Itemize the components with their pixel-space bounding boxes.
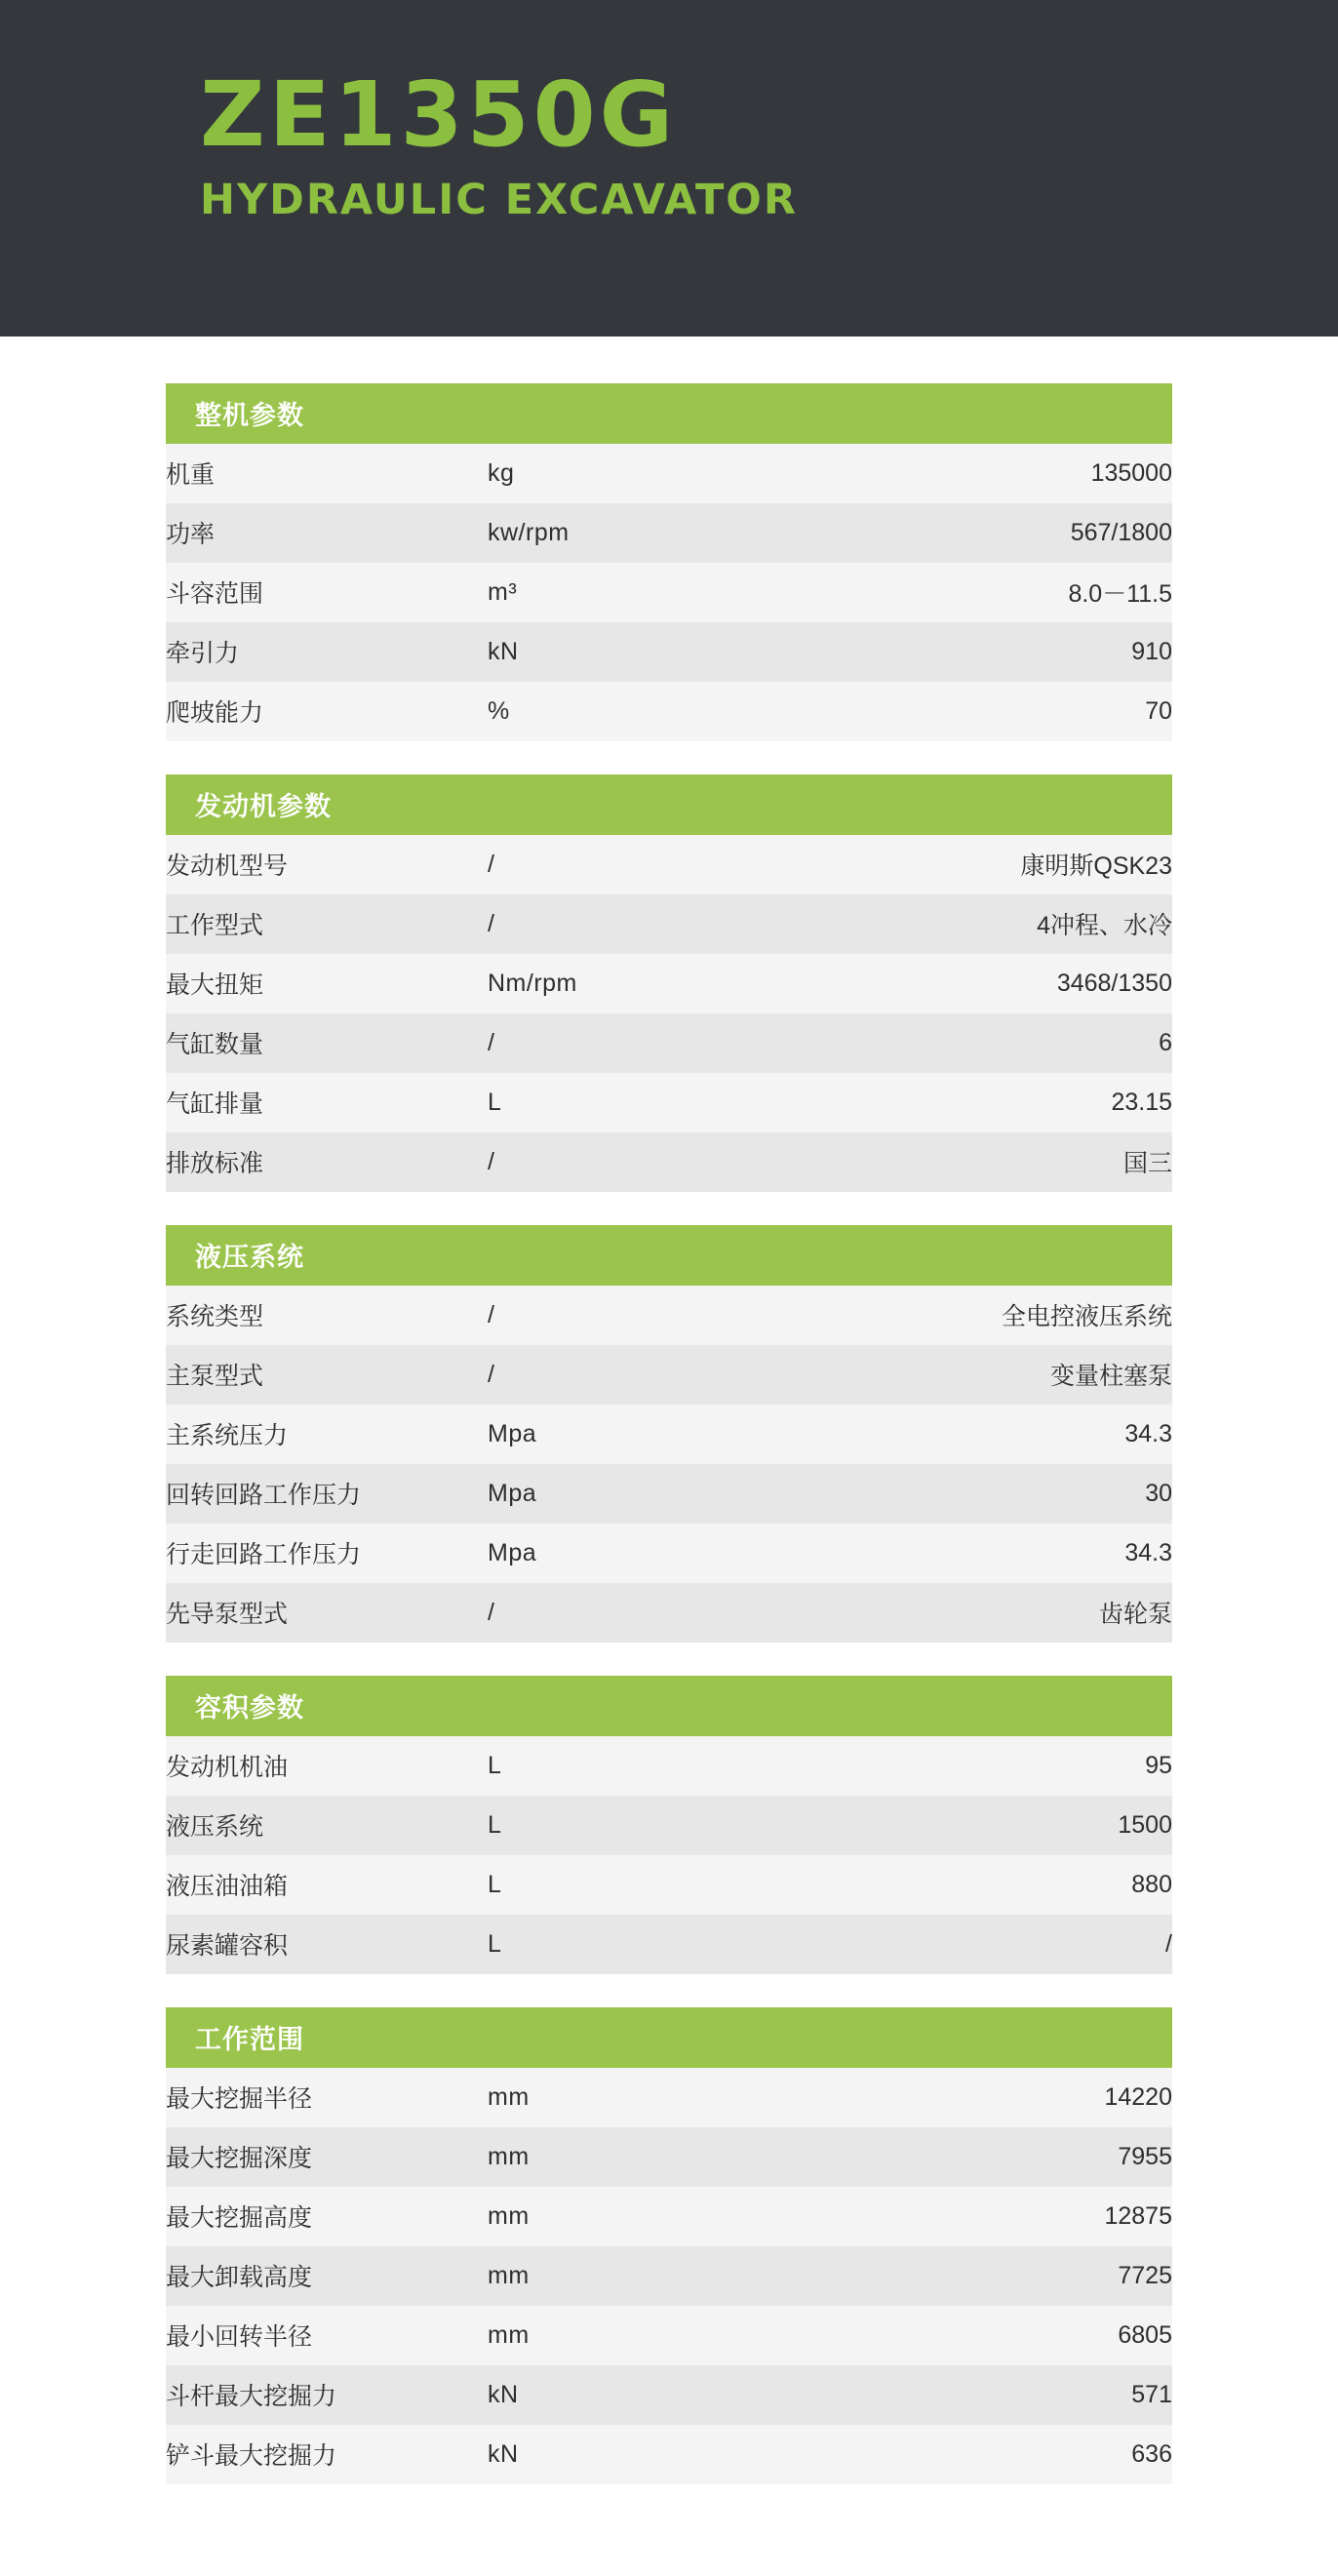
spec-label: 机重 <box>166 444 488 503</box>
table-row <box>166 954 1172 1013</box>
spec-unit: / <box>488 1345 809 1405</box>
spec-label: 最小回转半径 <box>166 2306 488 2365</box>
spec-unit: % <box>488 682 809 741</box>
spec-unit: Nm/rpm <box>488 954 809 1013</box>
spec-label: 气缸数量 <box>166 1013 488 1073</box>
spec-value: 636 <box>809 2425 1172 2484</box>
spec-value: 全电控液压系统 <box>809 1286 1172 1345</box>
spec-unit: / <box>488 1013 809 1073</box>
spec-label: 尿素罐容积 <box>166 1915 488 1974</box>
spec-value: 12875 <box>809 2187 1172 2246</box>
spec-unit: L <box>488 1073 809 1132</box>
section-title: 容积参数 <box>166 1676 1172 1736</box>
spec-unit: kw/rpm <box>488 503 809 563</box>
spec-label: 斗杆最大挖掘力 <box>166 2365 488 2425</box>
spec-unit: L <box>488 1915 809 1974</box>
table-row <box>166 2187 1172 2246</box>
model-name: ZE1350G <box>200 62 678 167</box>
section-title: 工作范围 <box>166 2007 1172 2068</box>
spec-label: 功率 <box>166 503 488 563</box>
table-row <box>166 444 1172 503</box>
spec-unit: kN <box>488 2365 809 2425</box>
spec-section <box>166 1225 1172 1643</box>
spec-unit: mm <box>488 2127 809 2187</box>
spec-unit: / <box>488 1132 809 1192</box>
table-row <box>166 2068 1172 2127</box>
spec-label: 最大挖掘深度 <box>166 2127 488 2187</box>
spec-table <box>166 1736 1172 1974</box>
table-row <box>166 1736 1172 1796</box>
spec-label: 先导泵型式 <box>166 1583 488 1643</box>
table-row <box>166 2306 1172 2365</box>
spec-value: 880 <box>809 1855 1172 1915</box>
spec-value: 14220 <box>809 2068 1172 2127</box>
spec-value: 70 <box>809 682 1172 741</box>
spec-value: 34.3 <box>809 1524 1172 1583</box>
table-row <box>166 1915 1172 1974</box>
spec-value: 571 <box>809 2365 1172 2425</box>
spec-unit: kN <box>488 622 809 682</box>
spec-label: 发动机机油 <box>166 1736 488 1796</box>
table-row <box>166 1073 1172 1132</box>
spec-value: 3468/1350 <box>809 954 1172 1013</box>
table-row <box>166 1132 1172 1192</box>
spec-unit: kg <box>488 444 809 503</box>
spec-label: 斗容范围 <box>166 563 488 622</box>
spec-value: 23.15 <box>809 1073 1172 1132</box>
spec-section <box>166 2007 1172 2484</box>
table-row <box>166 563 1172 622</box>
section-title: 整机参数 <box>166 383 1172 444</box>
spec-label: 牵引力 <box>166 622 488 682</box>
spec-value: 910 <box>809 622 1172 682</box>
spec-value: 7725 <box>809 2246 1172 2306</box>
spec-unit: mm <box>488 2187 809 2246</box>
spec-unit: / <box>488 1286 809 1345</box>
spec-unit: Mpa <box>488 1524 809 1583</box>
table-row <box>166 1405 1172 1464</box>
spec-label: 主泵型式 <box>166 1345 488 1405</box>
spec-value: 变量柱塞泵 <box>809 1345 1172 1405</box>
spec-unit: mm <box>488 2068 809 2127</box>
spec-table <box>166 2068 1172 2484</box>
spec-table <box>166 1286 1172 1643</box>
spec-value: 6 <box>809 1013 1172 1073</box>
spec-unit: L <box>488 1796 809 1855</box>
spec-value: 8.0－11.5 <box>809 563 1172 622</box>
spec-unit: / <box>488 894 809 954</box>
spec-unit: mm <box>488 2246 809 2306</box>
spec-unit: kN <box>488 2425 809 2484</box>
spec-unit: L <box>488 1855 809 1915</box>
spec-value: 135000 <box>809 444 1172 503</box>
spec-value: 康明斯QSK23 <box>809 835 1172 894</box>
spec-label: 最大挖掘高度 <box>166 2187 488 2246</box>
spec-unit: Mpa <box>488 1464 809 1524</box>
table-row <box>166 2246 1172 2306</box>
spec-unit: L <box>488 1736 809 1796</box>
table-row <box>166 1855 1172 1915</box>
spec-value: 4冲程、水冷 <box>809 894 1172 954</box>
spec-label: 主系统压力 <box>166 1405 488 1464</box>
section-title: 发动机参数 <box>166 774 1172 835</box>
spec-table <box>166 835 1172 1192</box>
spec-label: 行走回路工作压力 <box>166 1524 488 1583</box>
table-row <box>166 622 1172 682</box>
spec-value: / <box>809 1915 1172 1974</box>
spec-section <box>166 774 1172 1192</box>
table-row <box>166 1796 1172 1855</box>
spec-label: 液压系统 <box>166 1796 488 1855</box>
spec-label: 爬坡能力 <box>166 682 488 741</box>
table-row <box>166 1524 1172 1583</box>
table-row <box>166 1345 1172 1405</box>
spec-unit: / <box>488 835 809 894</box>
spec-value: 6805 <box>809 2306 1172 2365</box>
spec-label: 排放标准 <box>166 1132 488 1192</box>
table-row <box>166 894 1172 954</box>
spec-value: 34.3 <box>809 1405 1172 1464</box>
spec-value: 齿轮泵 <box>809 1583 1172 1643</box>
page-header <box>0 0 1338 337</box>
spec-label: 发动机型号 <box>166 835 488 894</box>
spec-label: 最大扭矩 <box>166 954 488 1013</box>
spec-unit: / <box>488 1583 809 1643</box>
machine-type-label: HYDRAULIC EXCAVATOR <box>200 176 798 224</box>
spec-value: 1500 <box>809 1796 1172 1855</box>
table-row <box>166 503 1172 563</box>
table-row <box>166 2127 1172 2187</box>
spec-label: 回转回路工作压力 <box>166 1464 488 1524</box>
table-row <box>166 835 1172 894</box>
table-row <box>166 1464 1172 1524</box>
spec-label: 工作型式 <box>166 894 488 954</box>
table-row <box>166 682 1172 741</box>
spec-section <box>166 383 1172 741</box>
spec-value: 国三 <box>809 1132 1172 1192</box>
spec-label: 系统类型 <box>166 1286 488 1345</box>
spec-label: 最大挖掘半径 <box>166 2068 488 2127</box>
table-row <box>166 1013 1172 1073</box>
spec-unit: mm <box>488 2306 809 2365</box>
spec-unit: m³ <box>488 563 809 622</box>
spec-section <box>166 1676 1172 1974</box>
spec-label: 铲斗最大挖掘力 <box>166 2425 488 2484</box>
spec-value: 30 <box>809 1464 1172 1524</box>
section-title: 液压系统 <box>166 1225 1172 1286</box>
spec-label: 最大卸载高度 <box>166 2246 488 2306</box>
table-row <box>166 2425 1172 2484</box>
table-row <box>166 2365 1172 2425</box>
table-row <box>166 1286 1172 1345</box>
spec-table <box>166 444 1172 741</box>
spec-value: 95 <box>809 1736 1172 1796</box>
spec-unit: Mpa <box>488 1405 809 1464</box>
spec-value: 567/1800 <box>809 503 1172 563</box>
spec-sections <box>0 337 1338 2576</box>
spec-label: 液压油油箱 <box>166 1855 488 1915</box>
spec-value: 7955 <box>809 2127 1172 2187</box>
spec-label: 气缸排量 <box>166 1073 488 1132</box>
table-row <box>166 1583 1172 1643</box>
